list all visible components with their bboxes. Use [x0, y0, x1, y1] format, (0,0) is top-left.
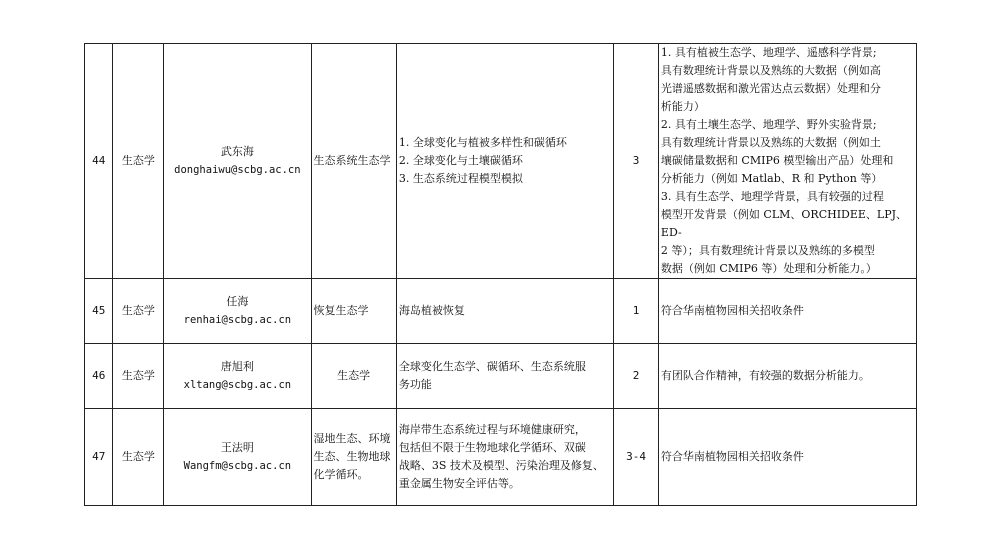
- count-cell: 2: [614, 344, 659, 409]
- direction-line: 包括但不限于生物地球化学循环、双碳: [398, 441, 586, 454]
- row-number: 46: [85, 344, 113, 409]
- direction-line: 务功能: [398, 378, 432, 391]
- requirement-line: 壤碳储量数据和 CMIP6 模型输出产品）处理和: [660, 154, 894, 167]
- department-cell: 生态学: [113, 344, 164, 409]
- count-cell: 1: [614, 279, 659, 344]
- direction-line: 2. 全球变化与土壤碳循环: [398, 154, 523, 167]
- requirement-line: 2 等）；具有数理统计背景以及熟练的多模型: [660, 244, 875, 257]
- requirement-line: 符合华南植物园相关招收条件: [660, 304, 804, 317]
- tutor-email: donghaiwu@scbg.ac.cn: [174, 164, 301, 176]
- direction-cell: [396, 279, 613, 344]
- requirement-line: 分析能力（例如 Matlab、R 和 Python 等）: [660, 172, 883, 185]
- direction-line: 1. 全球变化与植被多样性和碳循环: [398, 136, 567, 149]
- table-row: [85, 409, 917, 506]
- count-cell: 3: [614, 44, 659, 279]
- direction-line: 全球变化生态学、碳循环、生态系统服: [398, 360, 586, 373]
- tutor-name: 任海: [226, 295, 249, 308]
- tutor-cell: [164, 409, 311, 506]
- table-row: [85, 344, 917, 409]
- requirement-line: 符合华南植物园相关招收条件: [660, 450, 804, 463]
- requirement-line: 析能力）: [660, 100, 705, 113]
- direction-line: 海岸带生态系统过程与环境健康研究，: [398, 423, 586, 436]
- requirement-line: 数据（例如 CMIP6 等）处理和分析能力。）: [660, 262, 877, 275]
- direction-line: 战略、3S 技术及模型、污染治理及修复、: [398, 459, 604, 472]
- table-row: [85, 279, 917, 344]
- department-cell: 生态学: [113, 279, 164, 344]
- tutor-name: 唐旭利: [220, 360, 254, 373]
- requirement-line: 2. 具有土壤生态学、地理学、野外实验背景;: [660, 118, 877, 131]
- tutor-name: 王法明: [220, 441, 254, 454]
- major-cell: 生态系统生态学: [311, 44, 396, 279]
- direction-line: 重金属生物安全评估等。: [398, 477, 520, 490]
- requirement-line: 光谱遥感数据和激光雷达点云数据）处理和分: [660, 82, 881, 95]
- row-number: 44: [85, 44, 113, 279]
- tutor-cell: [164, 44, 311, 279]
- department-cell: 生态学: [113, 409, 164, 506]
- requirement-line: 有团队合作精神，有较强的数据分析能力。: [660, 369, 870, 382]
- major-cell: 恢复生态学: [311, 279, 396, 344]
- direction-line: 海岛植被恢复: [398, 304, 465, 317]
- direction-cell: [396, 44, 613, 279]
- major-cell: 湿地生态、环境生态、生物地球化学循环。: [311, 409, 396, 506]
- count-cell: 3-4: [614, 409, 659, 506]
- row-number: 45: [85, 279, 113, 344]
- tutor-email: Wangfm@scbg.ac.cn: [183, 460, 292, 472]
- direction-line: 3. 生态系统过程模型模拟: [398, 172, 523, 185]
- direction-cell: [396, 409, 613, 506]
- department-cell: 生态学: [113, 44, 164, 279]
- table-row: [85, 44, 917, 279]
- row-number: 47: [85, 409, 113, 506]
- requirement-cell: [658, 44, 916, 279]
- tutor-email: xltang@scbg.ac.cn: [183, 379, 292, 391]
- requirement-line: 具有数理统计背景以及熟练的大数据（例如土: [660, 136, 881, 149]
- tutor-cell: [164, 279, 311, 344]
- recruitment-table: [84, 43, 917, 506]
- tutor-cell: [164, 344, 311, 409]
- tutor-email: renhai@scbg.ac.cn: [183, 314, 292, 326]
- requirement-cell: [658, 409, 916, 506]
- tutor-name: 武东海: [220, 145, 254, 158]
- requirement-line: 模型开发背景（例如 CLM、ORCHIDEE、LPJ、ED-: [660, 208, 908, 239]
- requirement-cell: [658, 344, 916, 409]
- major-cell: 生态学: [311, 344, 396, 409]
- requirement-line: 具有数理统计背景以及熟练的大数据（例如高: [660, 64, 881, 77]
- requirement-line: 1. 具有植被生态学、地理学、遥感科学背景;: [660, 46, 877, 59]
- requirement-line: 3. 具有生态学、地理学背景，具有较强的过程: [660, 190, 884, 203]
- requirement-cell: [658, 279, 916, 344]
- direction-cell: [396, 344, 613, 409]
